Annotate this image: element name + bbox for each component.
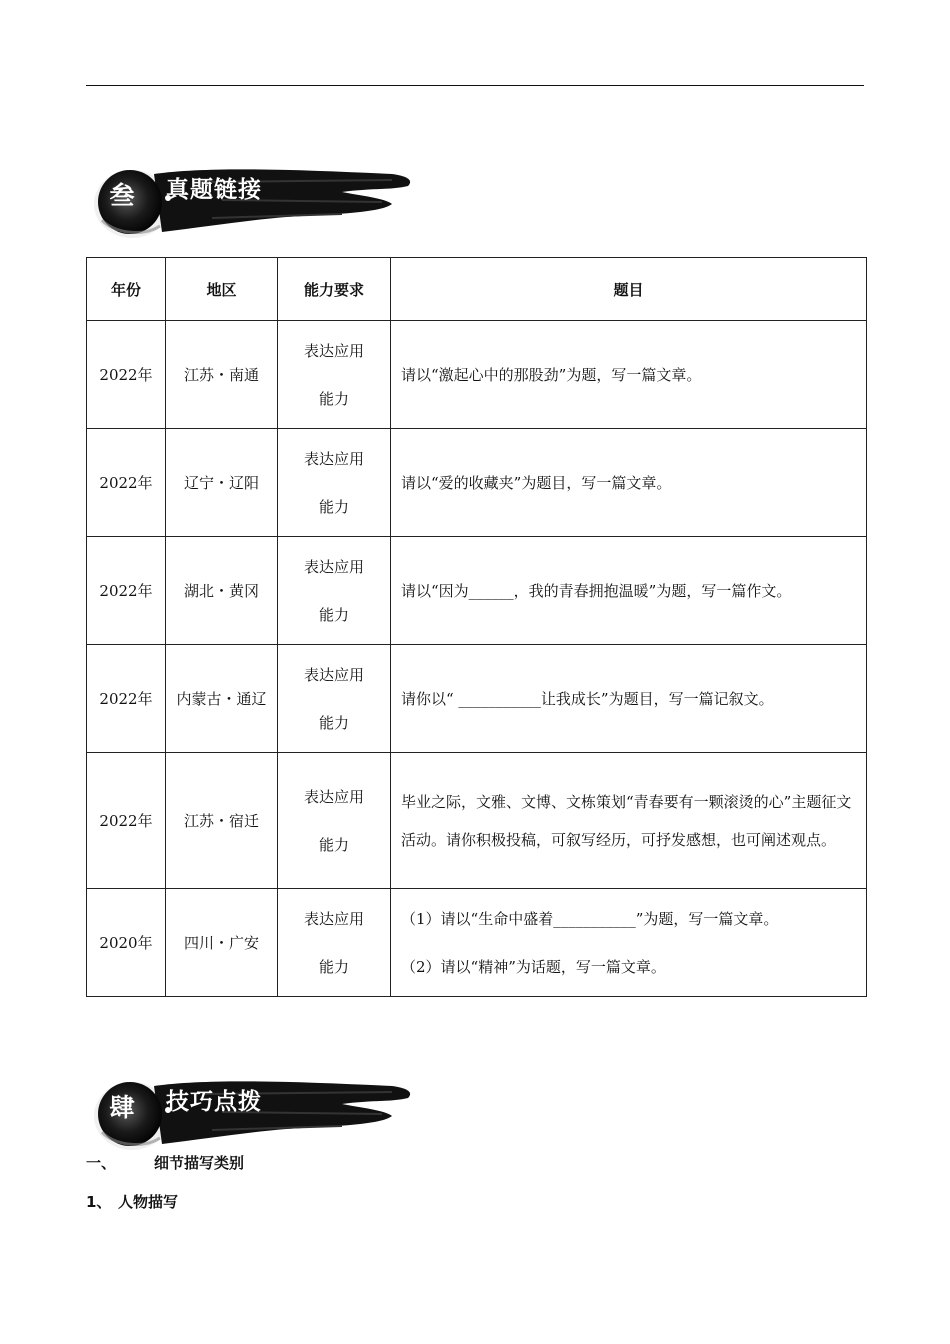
- question-text: 请你以“ ___________让我成长”为题目，写一篇记叙文。: [401, 689, 774, 708]
- ability-line: 表达应用: [303, 341, 364, 360]
- cell-ability: [278, 537, 391, 645]
- ability-line: 能力: [318, 957, 349, 976]
- list-marker: 1、: [86, 1193, 112, 1211]
- cell-question: [391, 753, 867, 889]
- cell-region: 湖北・黄冈: [166, 537, 278, 645]
- subheading-level2: [86, 1191, 178, 1212]
- table-row: [87, 889, 867, 997]
- cell-year: 2022年: [87, 321, 166, 429]
- table-row: [87, 429, 867, 537]
- ability-line: 能力: [318, 389, 349, 408]
- cell-ability: [278, 645, 391, 753]
- cell-year: 2022年: [87, 537, 166, 645]
- ability-line: 表达应用: [303, 557, 364, 576]
- question-text: 请以“爱的收藏夹”为题目，写一篇文章。: [401, 473, 672, 492]
- ability-line: 表达应用: [303, 909, 364, 928]
- question-text: 毕业之际，文雅、文博、文栋策划“青春要有一颗滚烫的心”主题征文活动。请你积极投稿，可叙写经历，可抒发感想，也可阐述观点。: [401, 792, 852, 849]
- question-text: （2）请以“精神”为话题，写一篇文章。: [401, 957, 666, 976]
- ability-line: 表达应用: [303, 787, 364, 806]
- section-title: 技巧点拨: [166, 1089, 262, 1115]
- subheading-text: 人物描写: [118, 1193, 179, 1211]
- cell-year: 2022年: [87, 429, 166, 537]
- cell-question: [391, 645, 867, 753]
- header-year: 年份: [87, 258, 166, 321]
- section-number: 肆: [109, 1093, 135, 1122]
- cell-year: 2020年: [87, 889, 166, 997]
- ability-line: 表达应用: [303, 449, 364, 468]
- table-header-row: [87, 258, 867, 321]
- table-row: [87, 753, 867, 889]
- cell-ability: [278, 753, 391, 889]
- cell-year: 2022年: [87, 753, 166, 889]
- cell-region: 辽宁・辽阳: [166, 429, 278, 537]
- table-row: [87, 645, 867, 753]
- cell-ability: [278, 321, 391, 429]
- header-question: 题目: [391, 258, 867, 321]
- cell-region: 江苏・宿迁: [166, 753, 278, 889]
- header-rule: [86, 85, 864, 86]
- cell-question: [391, 537, 867, 645]
- cell-ability: [278, 429, 391, 537]
- ability-line: 能力: [318, 713, 349, 732]
- question-text: 请以“因为______，我的青春拥抱温暖”为题，写一篇作文。: [401, 581, 792, 600]
- cell-region: 内蒙古・通辽: [166, 645, 278, 753]
- section-title: 真题链接: [166, 177, 262, 203]
- section-number: 叁: [109, 181, 135, 210]
- ability-line: 能力: [318, 835, 349, 854]
- subheading-text: 细节描写类别: [154, 1154, 245, 1172]
- cell-ability: [278, 889, 391, 997]
- ability-line: 能力: [318, 497, 349, 516]
- question-text: 请以“激起心中的那股劲”为题，写一篇文章。: [401, 365, 702, 384]
- cell-question: [391, 321, 867, 429]
- table-row: [87, 537, 867, 645]
- header-ability: 能力要求: [278, 258, 391, 321]
- cell-region: 四川・广安: [166, 889, 278, 997]
- table-row: [87, 321, 867, 429]
- section-banner-4: [92, 1072, 422, 1154]
- cell-year: 2022年: [87, 645, 166, 753]
- cell-question: [391, 429, 867, 537]
- ability-line: 能力: [318, 605, 349, 624]
- exam-questions-table: [86, 257, 867, 997]
- cell-question: [391, 889, 867, 997]
- section-banner-3: [92, 160, 422, 242]
- list-marker: 一、: [86, 1154, 117, 1172]
- question-text: （1）请以“生命中盛着___________”为题，写一篇文章。: [401, 909, 779, 928]
- ability-line: 表达应用: [303, 665, 364, 684]
- header-region: 地区: [166, 258, 278, 321]
- cell-region: 江苏・南通: [166, 321, 278, 429]
- subheading-level1: [86, 1152, 244, 1173]
